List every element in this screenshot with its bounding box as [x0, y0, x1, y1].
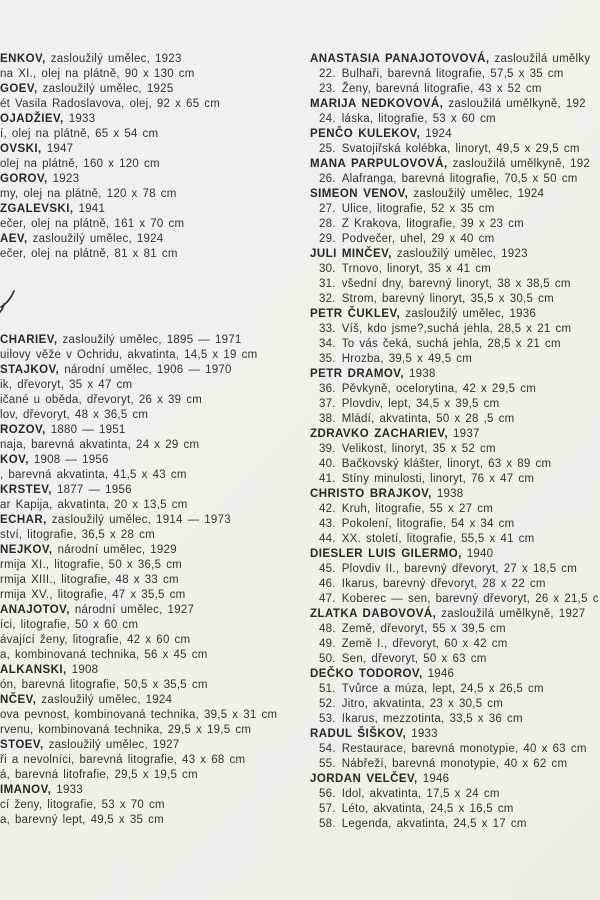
artist-line [310, 127, 600, 142]
work-line [310, 472, 600, 487]
artist-info: národní umělec, 1906 — 1970 [64, 364, 232, 376]
artist-name: OVSKI, [0, 143, 42, 155]
artist-name: ENKOV, [0, 53, 46, 65]
work-line [0, 558, 304, 573]
work-number: 45. [319, 563, 336, 575]
work-title: Nábřeží, barevná monotypie, 40 x 62 cm [341, 758, 568, 770]
artist-info: 1947 [46, 143, 74, 155]
work-number: 32. [319, 293, 336, 305]
artist-line [310, 547, 600, 562]
work-line [310, 742, 600, 757]
work-number: 28. [319, 218, 336, 230]
artist-name: ZGALEVSKI, [0, 203, 74, 215]
artist-name: DEČKO TODOROV, [310, 668, 423, 680]
work-number: 52. [319, 698, 336, 710]
artist-info: národní umělec, 1929 [57, 544, 177, 556]
work-number: 41. [319, 473, 336, 485]
work-line [310, 457, 600, 472]
left-column-upper [0, 52, 304, 262]
work-number: 57. [319, 803, 336, 815]
artist-name: ROZOV, [0, 424, 46, 436]
work-number: 30. [319, 263, 336, 275]
artist-line [310, 487, 600, 502]
artist-info: 1923 [52, 173, 80, 185]
artist-info: zasloužilý umělec, 1924 [32, 233, 164, 245]
work-line [310, 442, 600, 457]
work-line [0, 573, 304, 588]
work-number: 40. [319, 458, 336, 470]
work-line [0, 468, 304, 483]
artist-line [0, 693, 304, 708]
work-title: Pěvkyně, ocelorytina, 42 x 29,5 cm [341, 383, 537, 395]
work-title: íci, litografie, 50 x 60 cm [0, 619, 139, 631]
artist-line [0, 513, 304, 528]
work-title: , barevná akvatinta, 41,5 x 43 cm [0, 469, 187, 481]
artist-line [310, 307, 600, 322]
work-line [310, 142, 600, 157]
work-number: 38. [319, 413, 336, 425]
work-title: Ikarus, barevný dřevoryt, 28 x 22 cm [341, 578, 546, 590]
work-number: 37. [319, 398, 336, 410]
artist-name: ZLATKA DABOVOVÁ, [310, 608, 437, 620]
artist-info: zasloužilá umělkyně, 192 [452, 158, 591, 170]
work-line [0, 217, 304, 232]
handwritten-flourish-icon [0, 290, 16, 316]
artist-info: 1933 [68, 113, 96, 125]
artist-line [0, 202, 304, 217]
artist-name: AEV, [0, 233, 28, 245]
work-line [310, 532, 600, 547]
artist-name: OJADŽIEV, [0, 113, 64, 125]
artist-info: 1908 [71, 664, 99, 676]
work-title: XX. století, litografie, 55,5 x 41 cm [341, 533, 535, 545]
work-number: 34. [319, 338, 336, 350]
work-number: 39. [319, 443, 336, 455]
artist-info: zasloužilý umělec, 1895 — 1971 [62, 334, 242, 346]
artist-line [310, 727, 600, 742]
work-line [0, 768, 304, 783]
work-line [310, 82, 600, 97]
work-number: 25. [319, 143, 336, 155]
artist-info: 1940 [466, 548, 494, 560]
artist-name: SIMEON VENOV, [310, 188, 409, 200]
artist-name: ALKANSKI, [0, 664, 67, 676]
work-number: 46. [319, 578, 336, 590]
work-title: ova pevnost, kombinovaná technika, 39,5 x 31 cm [0, 709, 278, 721]
work-number: 53. [319, 713, 336, 725]
artist-name: CHRISTO BRAJKOV, [310, 488, 432, 500]
artist-name: KRSTEV, [0, 484, 52, 496]
artist-info: zasloužilý umělec, 1924 [41, 694, 173, 706]
work-line [0, 348, 304, 363]
work-number: 36. [319, 383, 336, 395]
artist-info: zasloužilá umělky [494, 53, 591, 65]
work-line [310, 412, 600, 427]
artist-line [0, 82, 304, 97]
artist-info: zasloužilý umělec, 1923 [396, 248, 528, 260]
work-number: 27. [319, 203, 336, 215]
section-break [0, 262, 304, 333]
work-line [310, 397, 600, 412]
work-line [310, 817, 600, 832]
work-line [0, 127, 304, 142]
work-title: cí ženy, litografie, 53 x 70 cm [0, 799, 165, 811]
artist-line [0, 738, 304, 753]
work-line [0, 498, 304, 513]
work-title: a, barevný lept, 49,5 x 35 cm [0, 814, 164, 826]
artist-name: PETR DRAMOV, [310, 368, 405, 380]
work-line [0, 528, 304, 543]
work-number: 29. [319, 233, 336, 245]
artist-line [0, 232, 304, 247]
work-line [310, 112, 600, 127]
artist-name: MANA PARPULOVOVÁ, [310, 158, 448, 170]
work-title: Země, dřevoryt, 55 x 39,5 cm [341, 623, 506, 635]
artist-info: 1946 [427, 668, 455, 680]
work-number: 35. [319, 353, 336, 365]
work-title: Velikost, linoryt, 35 x 52 cm [341, 443, 496, 455]
work-line [310, 217, 600, 232]
work-number: 48. [319, 623, 336, 635]
work-title: ávající ženy, litografie, 42 x 60 cm [0, 634, 191, 646]
work-line [310, 322, 600, 337]
artist-name: PENČO KULEKOV, [310, 128, 421, 140]
work-line [0, 97, 304, 112]
work-line [310, 292, 600, 307]
artist-name: RADUL ŠIŠKOV, [310, 728, 407, 740]
work-number: 43. [319, 518, 336, 530]
work-line [310, 337, 600, 352]
artist-name: GOROV, [0, 173, 48, 185]
artist-line [0, 603, 304, 618]
work-title: ičané u oběda, dřevoryt, 26 x 39 cm [0, 394, 203, 406]
work-number: 33. [319, 323, 336, 335]
work-line [0, 723, 304, 738]
artist-name: ANASTASIA PANAJOTOVOVÁ, [310, 53, 490, 65]
work-title: Podvečer, uhel, 29 x 40 cm [341, 233, 495, 245]
left-column [0, 52, 304, 828]
work-number: 50. [319, 653, 336, 665]
work-line [310, 67, 600, 82]
work-title: na XI., olej na plátně, 90 x 130 cm [0, 68, 195, 80]
work-title: ři a nevolníci, barevná litografie, 43 x 68 cm [0, 754, 246, 766]
work-title: uilovy věže v Ochridu, akvatinta, 14,5 x 19 cm [0, 349, 258, 361]
artist-info: zasloužilý umělec, 1923 [50, 53, 182, 65]
work-title: rmija XI., litografie, 50 x 36,5 cm [0, 559, 183, 571]
artist-name: ECHAR, [0, 514, 47, 526]
work-line [310, 637, 600, 652]
work-line [310, 502, 600, 517]
artist-info: 1933 [56, 784, 83, 796]
work-title: Strom, barevný linoryt, 35,5 x 30,5 cm [341, 293, 554, 305]
work-title: my, olej na plátně, 120 x 78 cm [0, 188, 177, 200]
work-number: 51. [319, 683, 336, 695]
artist-line [0, 543, 304, 558]
work-title: Legenda, akvatinta, 24,5 x 17 cm [341, 818, 527, 830]
artist-info: národní umělec, 1927 [74, 604, 195, 616]
work-line [0, 393, 304, 408]
work-line [310, 697, 600, 712]
artist-line [0, 483, 304, 498]
artist-info: zasloužilý umělec, 1925 [42, 83, 174, 95]
work-title: To vás čeká, suchá jehla, 28,5 x 21 cm [341, 338, 561, 350]
work-line [0, 753, 304, 768]
work-number: 24. [319, 113, 336, 125]
work-line [310, 577, 600, 592]
artist-info: 1941 [78, 203, 106, 215]
work-line [310, 592, 600, 607]
work-title: Země I., dřevoryt, 60 x 42 cm [341, 638, 508, 650]
work-title: lov, dřevoryt, 48 x 36,5 cm [0, 409, 149, 421]
work-title: Mládí, akvatinta, 50 x 28 ,5 cm [341, 413, 515, 425]
work-title: Léto, akvatinta, 24,5 x 16,5 cm [341, 803, 514, 815]
work-title: Tvůrce a múza, lept, 24,5 x 26,5 cm [341, 683, 544, 695]
work-title: olej na plátně, 160 x 120 cm [0, 158, 160, 170]
work-line [310, 262, 600, 277]
work-title: Kruh, litografie, 55 x 27 cm [341, 503, 494, 515]
work-line [0, 187, 304, 202]
artist-name: PETR ČUKLEV, [310, 308, 401, 320]
work-title: í, olej na plátně, 65 x 54 cm [0, 128, 159, 140]
work-number: 58. [319, 818, 336, 830]
work-title: Plovdiv, lept, 34,5 x 39,5 cm [341, 398, 500, 410]
work-number: 26. [319, 173, 336, 185]
work-line [0, 438, 304, 453]
artist-info: zasloužilý umělec, 1927 [48, 739, 180, 751]
work-line [0, 408, 304, 423]
work-line [0, 633, 304, 648]
artist-name: KOV, [0, 454, 29, 466]
work-line [310, 202, 600, 217]
artist-info: zasloužilý umělec, 1914 — 1973 [51, 514, 231, 526]
artist-name: IMANOV, [0, 784, 52, 796]
artist-line [310, 52, 600, 67]
work-line [310, 352, 600, 367]
work-line [0, 67, 304, 82]
work-title: Idol, akvatinta, 17,5 x 24 cm [341, 788, 500, 800]
work-line [310, 517, 600, 532]
work-title: Ulice, litografie, 52 x 35 cm [341, 203, 495, 215]
work-title: rvenu, kombinovaná technika, 29,5 x 19,5 cm [0, 724, 252, 736]
work-title: Svatojiřská kolébka, linoryt, 49,5 x 29,5 cm [341, 143, 580, 155]
work-title: ečer, olej na plátně, 161 x 70 cm [0, 218, 185, 230]
artist-name: GOEV, [0, 83, 38, 95]
artist-name: STAJKOV, [0, 364, 60, 376]
work-line [310, 277, 600, 292]
work-title: ét Vasila Radoslavova, olej, 92 x 65 cm [0, 98, 221, 110]
artist-info: 1880 — 1951 [50, 424, 126, 436]
work-number: 55. [319, 758, 336, 770]
work-title: Sen, dřevoryt, 50 x 63 cm [341, 653, 487, 665]
work-title: Bulhaři, barevná litografie, 57,5 x 35 cm [341, 68, 564, 80]
work-title: ón, barevná litografie, 50,5 x 35,5 cm [0, 679, 208, 691]
artist-name: DIESLER LUIS GILERMO, [310, 548, 462, 560]
work-line [310, 562, 600, 577]
artist-name: JORDAN VELČEV, [310, 773, 418, 785]
work-number: 42. [319, 503, 336, 515]
work-line [310, 802, 600, 817]
work-number: 56. [319, 788, 336, 800]
work-title: a, kombinovaná technika, 56 x 45 cm [0, 649, 208, 661]
work-line [0, 247, 304, 262]
work-title: Alafranga, barevná litografie, 70,5 x 50 cm [341, 173, 578, 185]
work-line [0, 378, 304, 393]
artist-info: 1937 [453, 428, 480, 440]
work-number: 31. [319, 278, 336, 290]
work-number: 44. [319, 533, 336, 545]
work-line [310, 787, 600, 802]
artist-line [0, 142, 304, 157]
artist-line [0, 333, 304, 348]
work-title: láska, litografie, 53 x 60 cm [341, 113, 496, 125]
work-title: ství, litografie, 36,5 x 28 cm [0, 529, 155, 541]
artist-line [310, 367, 600, 382]
work-line [310, 382, 600, 397]
work-number: 23. [319, 83, 336, 95]
work-number: 49. [319, 638, 336, 650]
artist-info: zasloužilý umělec, 1924 [413, 188, 545, 200]
artist-line [310, 607, 600, 622]
work-title: rmija XIII., litografie, 48 x 33 cm [0, 574, 179, 586]
work-line [310, 172, 600, 187]
artist-line [310, 247, 600, 262]
artist-name: ANAJOTOV, [0, 604, 70, 616]
work-title: všední dny, barevný linoryt, 38 x 38,5 cm [341, 278, 571, 290]
artist-name: JULI MINČEV, [310, 248, 392, 260]
work-line [310, 652, 600, 667]
artist-info: 1908 — 1956 [33, 454, 109, 466]
work-title: Ženy, barevná litografie, 43 x 52 cm [341, 83, 542, 95]
work-line [0, 813, 304, 828]
artist-line [0, 112, 304, 127]
artist-info: 1933 [411, 728, 438, 740]
work-title: á, barevná litofrafie, 29,5 x 19,5 cm [0, 769, 198, 781]
artist-line [0, 783, 304, 798]
artist-info: 1938 [436, 488, 464, 500]
work-title: Bačkovský klášter, linoryt, 63 x 89 cm [341, 458, 552, 470]
work-title: Hrozba, 39,5 x 49,5 cm [341, 353, 473, 365]
work-line [0, 648, 304, 663]
artist-line [0, 172, 304, 187]
work-line [310, 757, 600, 772]
artist-info: 1946 [422, 773, 450, 785]
artist-line [310, 427, 600, 442]
work-line [310, 712, 600, 727]
work-title: Jitro, akvatinta, 23 x 30,5 cm [341, 698, 504, 710]
work-title: ik, dřevoryt, 35 x 47 cm [0, 379, 133, 391]
work-number: 47. [319, 593, 336, 605]
artist-name: NČEV, [0, 694, 37, 706]
right-column [310, 52, 600, 832]
work-title: Trnovo, linoryt, 35 x 41 cm [341, 263, 492, 275]
work-title: naja, barevná akvatinta, 24 x 29 cm [0, 439, 200, 451]
work-line [0, 588, 304, 603]
artist-line [310, 667, 600, 682]
artist-line [0, 453, 304, 468]
work-title: Stíny minulosti, linoryt, 76 x 47 cm [341, 473, 535, 485]
work-number: 54. [319, 743, 336, 755]
artist-line [310, 187, 600, 202]
artist-name: MARIJA NEDKOVOVÁ, [310, 98, 444, 110]
artist-info: zasloužilý umělec, 1936 [405, 308, 537, 320]
work-title: Víš, kdo jsme?,suchá jehla, 28,5 x 21 cm [341, 323, 572, 335]
artist-name: ZDRAVKO ZACHARIEV, [310, 428, 449, 440]
work-line [310, 232, 600, 247]
work-line [0, 708, 304, 723]
work-title: Plovdiv II., barevný dřevoryt, 27 x 18,5 cm [341, 563, 578, 575]
artist-line [310, 772, 600, 787]
artist-line [0, 663, 304, 678]
work-title: Z Krakova, litografie, 39 x 23 cm [341, 218, 524, 230]
artist-line [0, 363, 304, 378]
work-title: ar Kapija, akvatinta, 20 x 13,5 cm [0, 499, 188, 511]
artist-line [310, 97, 600, 112]
work-title: Pokolení, litografie, 54 x 34 cm [341, 518, 515, 530]
artist-info: 1938 [409, 368, 436, 380]
work-title: rmija XV., litografie, 47 x 35,5 cm [0, 589, 186, 601]
artist-line [310, 157, 600, 172]
work-line [310, 622, 600, 637]
work-title: ečer, olej na plátně, 81 x 81 cm [0, 248, 178, 260]
artist-info: 1877 — 1956 [56, 484, 132, 496]
work-title: Ikarus, mezzotinta, 33,5 x 36 cm [341, 713, 523, 725]
artist-info: zasloužilá umělkyně, 192 [448, 98, 586, 110]
work-line [0, 798, 304, 813]
artist-line [0, 52, 304, 67]
work-number: 22. [319, 68, 336, 80]
work-line [0, 618, 304, 633]
work-line [0, 678, 304, 693]
work-title: Koberec — sen, barevný dřevoryt, 26 x 21,5 c [341, 593, 599, 605]
left-column-lower [0, 333, 304, 828]
artist-info: zasloužilá umělkyně, 1927 [441, 608, 586, 620]
artist-info: 1924 [425, 128, 452, 140]
artist-name: CHARIEV, [0, 334, 58, 346]
artist-line [0, 423, 304, 438]
work-title: Restaurace, barevná monotypie, 40 x 63 cm [341, 743, 587, 755]
work-line [310, 682, 600, 697]
work-line [0, 157, 304, 172]
artist-name: NEJKOV, [0, 544, 53, 556]
artist-name: STOEV, [0, 739, 44, 751]
